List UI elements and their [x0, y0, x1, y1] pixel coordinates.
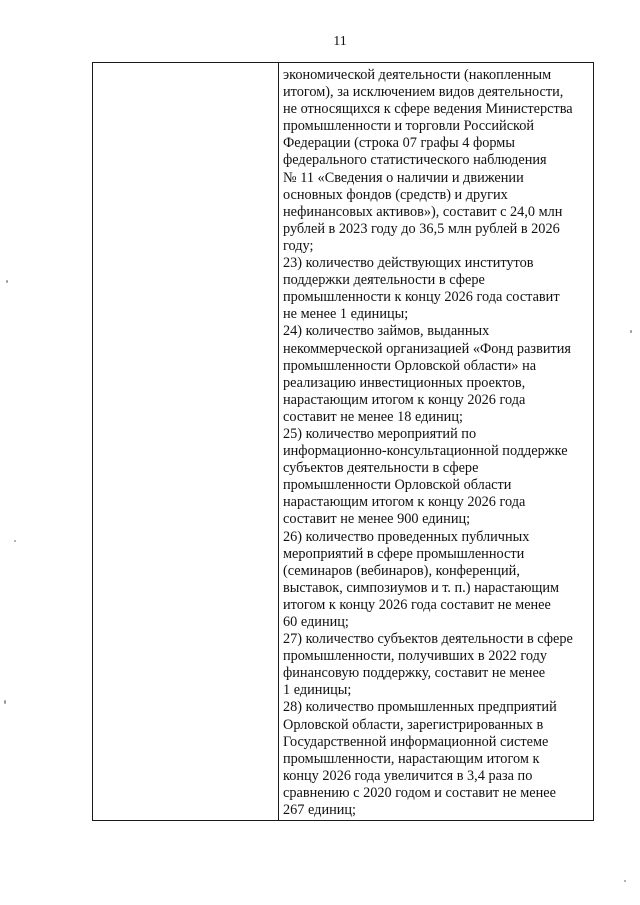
text-line: не относящихся к сфере ведения Министерства: [283, 101, 573, 118]
text-line: сравнению с 2020 годом и составит не менее: [283, 784, 556, 801]
text-line: финансовую поддержку, составит не менее: [283, 665, 546, 682]
text-line: промышленности, получивших в 2022 году: [283, 648, 548, 665]
text-line: 1 единицы;: [283, 682, 352, 699]
text-line: составит не менее 900 единиц;: [283, 511, 471, 528]
text-line: 25) количество мероприятий по: [283, 425, 477, 442]
text-line: информационно-консультационной поддержке: [283, 443, 568, 460]
text-line: экономической деятельности (накопленным: [283, 67, 552, 83]
text-line: основных фондов (средств) и других: [283, 186, 508, 203]
table-right-cell: [283, 67, 593, 819]
document-table: [92, 62, 594, 821]
text-line: реализацию инвестиционных проектов,: [283, 374, 526, 391]
scan-speck: [630, 330, 632, 333]
text-line: 23) количество действующих институтов: [283, 255, 534, 272]
text-line: промышленности к концу 2026 года составит: [283, 289, 560, 306]
text-line: 24) количество займов, выданных: [283, 323, 490, 340]
text-line: нефинансовых активов»), составит с 24,0 млн: [283, 203, 563, 220]
text-line: поддержки деятельности в сфере: [283, 272, 485, 289]
text-line: 267 единиц;: [283, 802, 357, 819]
text-line: 60 единиц;: [283, 614, 349, 630]
scan-speck: [4, 700, 6, 704]
text-line: мероприятий в сфере промышленности: [283, 545, 525, 562]
text-line: № 11 «Сведения о наличии и движении: [283, 169, 524, 186]
text-line: некоммерческой организацией «Фонд развития: [283, 340, 571, 357]
text-line: году;: [283, 237, 314, 254]
text-line: выставок, симпозиумов и т. п.) нарастающим: [283, 579, 560, 596]
text-line: составит не менее 18 единиц;: [283, 408, 463, 425]
text-line: итогом к концу 2026 года составит не менее: [283, 596, 551, 613]
text-line: не менее 1 единицы;: [283, 306, 409, 323]
text-line: 27) количество субъектов деятельности в сфере: [283, 631, 573, 648]
scan-speck: [624, 880, 626, 882]
text-line: промышленности Орловской области: [283, 477, 512, 494]
text-line: субъектов деятельности в сфере: [283, 460, 479, 477]
scan-speck: [6, 280, 8, 283]
text-line: промышленности, нарастающим итогом к: [283, 750, 540, 767]
table-left-cell: [93, 63, 279, 820]
text-line: нарастающим итогом к концу 2026 года: [283, 391, 526, 408]
text-line: Государственной информационной системе: [283, 733, 549, 750]
text-line: 26) количество проведенных публичных: [283, 528, 530, 545]
page-number: 11: [333, 34, 347, 49]
text-line: Федерации (строка 07 графы 4 формы: [283, 135, 515, 152]
text-line: 28) количество промышленных предприятий: [283, 699, 557, 716]
text-line: промышленности и торговли Российской: [283, 118, 535, 135]
text-line: Орловской области, зарегистрированных в: [283, 716, 544, 733]
text-line: концу 2026 года увеличится в 3,4 раза по: [283, 767, 533, 784]
text-line: итогом), за исключением видов деятельности,: [283, 84, 564, 101]
text-line: промышленности Орловской области» на: [283, 357, 537, 374]
scan-speck: [14, 540, 16, 542]
text-line: нарастающим итогом к концу 2026 года: [283, 494, 526, 511]
text-line: рублей в 2023 году до 36,5 млн рублей в 2026: [283, 220, 560, 237]
text-line: федерального статистического наблюдения: [283, 152, 547, 169]
text-line: (семинаров (вебинаров), конференций,: [283, 562, 520, 579]
